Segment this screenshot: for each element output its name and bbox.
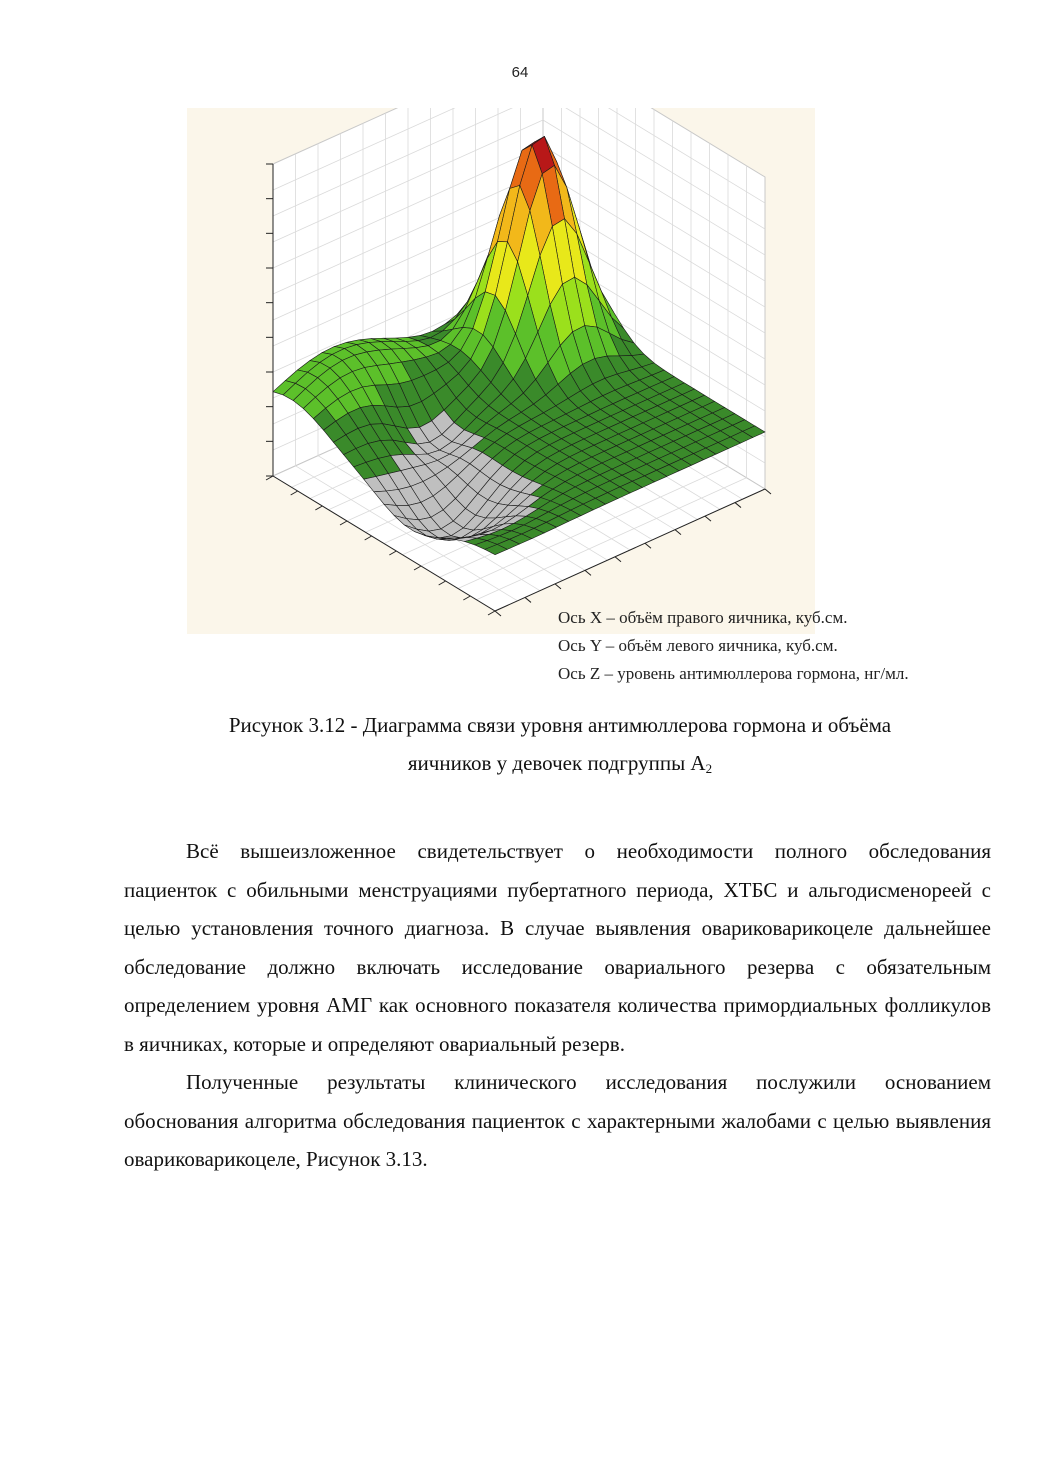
axis-tick [495,611,501,616]
page-number: 64 [511,64,529,81]
axis-tick [266,476,273,480]
axis-tick [315,506,322,510]
axis-tick [735,503,741,508]
caption-line-2-text: яичников у девочек подгруппы А [407,751,706,775]
axis-tick [463,596,470,600]
axis-tick [365,536,372,540]
body-text [124,832,991,1179]
paragraph-1: Всё вышеизложенное свидетельствует о необходимости полного обследования пациенток с обильными менструациями пубертатного периода, ХТБС и альгодисменореей с целью установления точного диагноза. В случае выявления овариковарикоцеле дальнейшее обследование должно включать исследование овариального резерва с обязательным определением уровня АМГ как основного показателя количества примордиальных фолликулов в яичниках, которые и определяют овариальный резерв. [124,839,991,1056]
axis-tick [615,557,621,562]
legend-axis-y: Ось Y – объём левого яичника, куб.см. [558,636,838,655]
caption-line-1: Рисунок 3.12 - Диаграмма связи уровня антимюллерова гормона и объёма [228,713,892,737]
axis-tick [525,597,531,602]
axis-tick [340,521,347,525]
legend-axis-z: Ось Z – уровень антимюллерова гормона, нг/мл. [558,664,909,683]
axis-tick [439,581,446,585]
axis-tick [585,570,591,575]
figure-3d-surface [187,108,815,634]
caption-subscript: 2 [705,761,713,776]
axis-tick [675,530,681,535]
figure-caption [130,706,990,788]
axis-tick [645,543,651,548]
caption-line-2 [130,744,990,788]
axis-tick [414,566,421,570]
axis-tick [389,551,396,555]
legend-axis-x: Ось X – объём правого яичника, куб.см. [558,608,848,627]
axis-tick [291,491,298,495]
figure-legend [558,604,1018,688]
axis-tick [765,489,771,494]
axis-tick [705,516,711,521]
axis-tick [488,611,495,615]
surface-plot [187,108,815,634]
axis-tick [555,584,561,589]
paragraph-2: Полученные результаты клинического исследования послужили основанием обоснования алгоритма обследования пациенток с характерными жалобами с целью выявления овариковарикоцеле, Рисунок 3.13. [124,1070,991,1171]
